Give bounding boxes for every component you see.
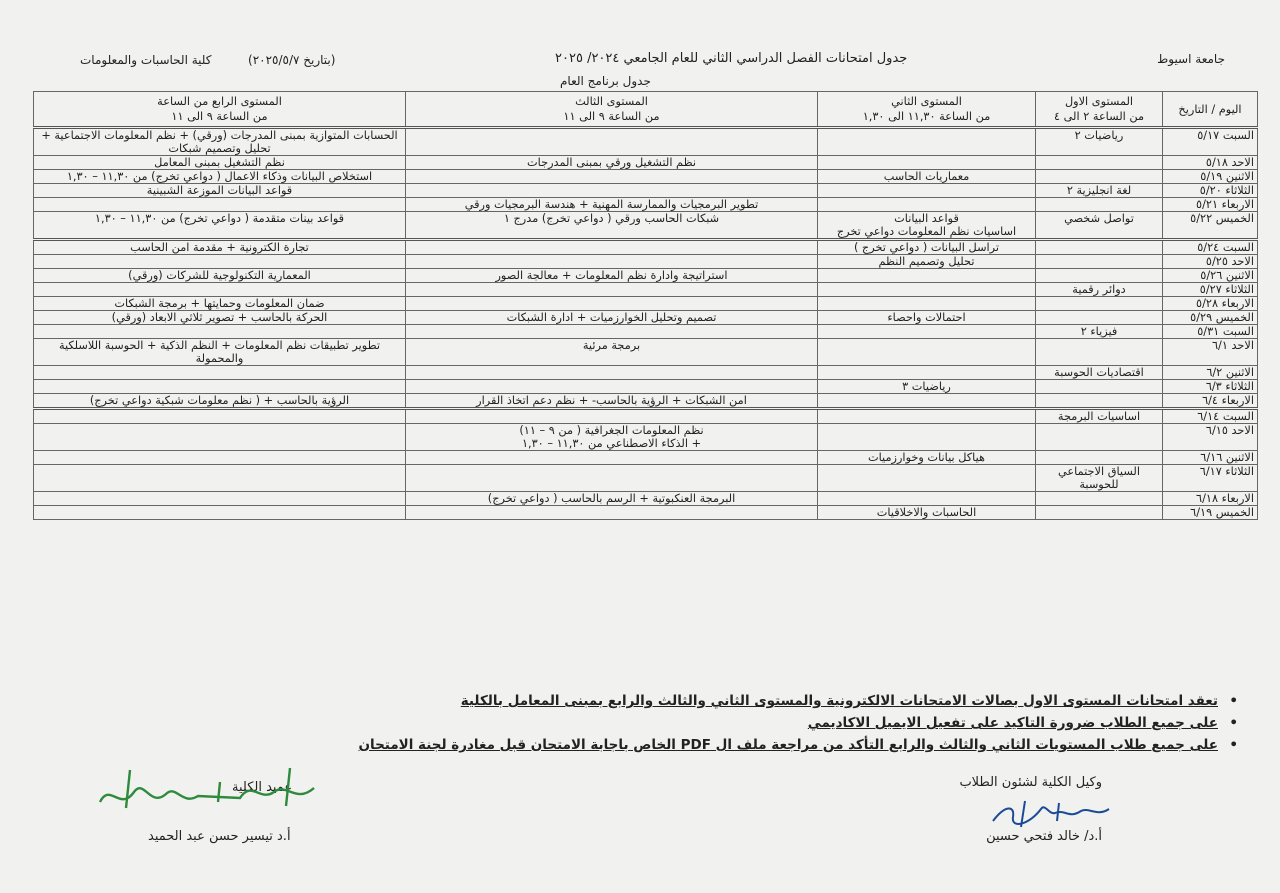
day-cell — [1163, 170, 1258, 184]
cell-text: اساسيات نظم المعلومات دواعي تخرج — [836, 225, 1017, 238]
day-cell — [1163, 506, 1258, 520]
level-3-cell — [406, 424, 818, 451]
issue-date: (بتاريخ ٢٠٢٥/٥/٧) — [248, 53, 336, 67]
cell-text: تحليل وتصميم النظم — [878, 255, 975, 268]
note-item: • على جميع طلاب المستويات الثاني والثالث والرابع التأكد من مراجعة ملف ال PDF الخاص باجابة الامتحان قبل مغادرة لجنة الامتحان — [358, 734, 1240, 756]
table-row — [34, 311, 1258, 325]
col-header-level-4: المستوى الرابع من الساعة من الساعة ٩ الى ١١ — [34, 92, 406, 128]
level-4-cell — [34, 184, 406, 198]
day-cell — [1163, 366, 1258, 380]
program-subtitle: جدول برنامج العام — [560, 74, 651, 88]
level-1-cell — [1036, 170, 1163, 184]
cell-text: الاثنين ٦/١٦ — [1200, 451, 1254, 464]
table-row — [34, 409, 1258, 424]
level-3-cell — [406, 339, 818, 366]
cell-text: الثلاثاء ٥/٢٧ — [1199, 283, 1254, 296]
level-4-cell — [34, 269, 406, 283]
level-1-cell — [1036, 184, 1163, 198]
cell-text: نظم التشغيل بمبنى المعامل — [154, 156, 285, 169]
level-3-cell — [406, 297, 818, 311]
level-1-cell — [1036, 269, 1163, 283]
table-row — [34, 339, 1258, 366]
level-4-cell — [34, 240, 406, 255]
cell-text: السبت ٥/٣١ — [1197, 325, 1254, 338]
vice-dean-title: وكيل الكلية لشئون الطلاب — [959, 775, 1102, 790]
cell-text: الاحد ٥/١٨ — [1205, 156, 1254, 169]
table-header-row — [34, 92, 1258, 128]
level-2-cell — [818, 198, 1036, 212]
level-2-cell — [818, 394, 1036, 409]
table-row — [34, 297, 1258, 311]
cell-text: الثلاثاء ٦/١٧ — [1199, 465, 1254, 478]
col-header-day: اليوم / التاريخ — [1163, 92, 1258, 128]
cell-text: احتمالات واحصاء — [887, 311, 966, 324]
table-row — [34, 128, 1258, 156]
dean-signature — [90, 762, 330, 822]
cell-text: الحركة بالحاسب + تصوير ثلاثي الابعاد (ورقي) — [111, 311, 328, 324]
cell-text: الاحد ٥/٢٥ — [1205, 255, 1254, 268]
level-3-cell — [406, 409, 818, 424]
university-name: جامعة اسيوط — [1157, 52, 1225, 66]
cell-text: تطوير تطبيقات نظم المعلومات + النظم الذكية + الحوسبة اللاسلكية والمحمولة — [58, 339, 381, 365]
level-2-cell — [818, 269, 1036, 283]
level-3-cell — [406, 128, 818, 156]
cell-text: الاثنين ٥/٢٦ — [1200, 269, 1254, 282]
level-3-cell — [406, 269, 818, 283]
cell-text: تصميم وتحليل الخوارزميات + ادارة الشبكات — [506, 311, 717, 324]
cell-text: تطوير البرمجيات والممارسة المهنية + هندسة البرمجيات ورقي — [464, 198, 759, 211]
cell-text: الحسابات المتوازية بمبنى المدرجات (ورقي) + نظم المعلومات الاجتماعية + تحليل وتصميم شبكات — [41, 129, 398, 155]
level-4-cell — [34, 297, 406, 311]
level-2-cell — [818, 492, 1036, 506]
cell-text: الاربعاء ٥/٢٨ — [1196, 297, 1254, 310]
cell-text: برمجة مرئية — [582, 339, 641, 352]
level-2-cell — [818, 325, 1036, 339]
table-row — [34, 283, 1258, 297]
level-2-cell — [818, 451, 1036, 465]
day-cell — [1163, 394, 1258, 409]
cell-text: الرؤية بالحاسب + ( نظم معلومات شبكية دواعي تخرج) — [89, 394, 350, 407]
day-cell — [1163, 311, 1258, 325]
notes-list — [358, 690, 1240, 756]
day-cell — [1163, 184, 1258, 198]
day-cell — [1163, 240, 1258, 255]
level-4-cell — [34, 394, 406, 409]
cell-text: تجارة الكترونية + مقدمة امن الحاسب — [130, 241, 309, 254]
level-1-cell — [1036, 492, 1163, 506]
level-3-cell — [406, 465, 818, 492]
cell-text: معماريات الحاسب — [883, 170, 970, 183]
level-1-cell — [1036, 380, 1163, 394]
cell-text: استراتيجة وادارة نظم المعلومات + معالجة الصور — [495, 269, 728, 282]
level-1-cell — [1036, 128, 1163, 156]
table-row — [34, 198, 1258, 212]
level-4-cell — [34, 339, 406, 366]
day-cell — [1163, 424, 1258, 451]
level-2-cell — [818, 255, 1036, 269]
level-3-cell — [406, 325, 818, 339]
day-cell — [1163, 198, 1258, 212]
level-1-cell — [1036, 366, 1163, 380]
level-2-cell — [818, 156, 1036, 170]
table-row — [34, 325, 1258, 339]
day-cell — [1163, 451, 1258, 465]
cell-text: الاثنين ٦/٢ — [1206, 366, 1254, 379]
level-4-cell — [34, 325, 406, 339]
cell-text: الحاسبات والاخلاقيات — [876, 506, 977, 519]
cell-text: السبت ٥/٢٤ — [1197, 241, 1254, 254]
cell-text: الخميس ٥/٢٩ — [1190, 311, 1254, 324]
cell-text: اقتصاديات الحوسبة — [1054, 366, 1144, 379]
table-row — [34, 184, 1258, 198]
level-2-cell — [818, 311, 1036, 325]
level-4-cell — [34, 451, 406, 465]
level-4-cell — [34, 409, 406, 424]
table-row — [34, 394, 1258, 409]
day-cell — [1163, 269, 1258, 283]
level-2-cell — [818, 240, 1036, 255]
level-1-cell — [1036, 394, 1163, 409]
level-1-cell — [1036, 465, 1163, 492]
cell-text: تواصل شخصي — [1064, 212, 1134, 225]
dean-name: أ.د تيسير حسن عبد الحميد — [148, 829, 291, 844]
cell-text: نظم المعلومات الجغرافية ( من ٩ – ١١) — [519, 424, 704, 437]
level-3-cell — [406, 255, 818, 269]
level-1-cell — [1036, 212, 1163, 240]
cell-text: + الذكاء الاصطناعي من ١١,٣٠ – ١,٣٠ — [521, 437, 702, 450]
level-2-cell — [818, 184, 1036, 198]
level-3-cell — [406, 212, 818, 240]
level-2-cell — [818, 170, 1036, 184]
cell-text: المعمارية التكنولوجية للشركات (ورقي) — [128, 269, 311, 282]
cell-text: قواعد بينات متقدمة ( دواعي تخرج) من ١١,٣٠ – ١,٣٠ — [94, 212, 345, 225]
level-4-cell — [34, 492, 406, 506]
level-4-cell — [34, 380, 406, 394]
cell-text: استخلاص البيانات وذكاء الاعمال ( دواعي تخرج) من ١١,٣٠ – ١,٣٠ — [66, 170, 373, 183]
day-cell — [1163, 255, 1258, 269]
cell-text: الاربعاء ٥/٢١ — [1196, 198, 1254, 211]
table-row — [34, 269, 1258, 283]
level-2-cell — [818, 128, 1036, 156]
level-2-cell — [818, 212, 1036, 240]
cell-text: فيزياء ٢ — [1080, 325, 1118, 338]
day-cell — [1163, 212, 1258, 240]
level-3-cell — [406, 506, 818, 520]
day-cell — [1163, 492, 1258, 506]
cell-text: البرمجة العنكبوتية + الرسم بالحاسب ( دواعي تخرج) — [487, 492, 736, 505]
col-header-level-3: المستوى الثالث من الساعة ٩ الى ١١ — [406, 92, 818, 128]
level-4-cell — [34, 255, 406, 269]
cell-text: هياكل بيانات وخوارزميات — [867, 451, 985, 464]
table-row — [34, 506, 1258, 520]
level-4-cell — [34, 366, 406, 380]
cell-text: الخميس ٥/٢٢ — [1190, 212, 1254, 225]
level-1-cell — [1036, 424, 1163, 451]
cell-text: الاحد ٦/١ — [1211, 339, 1254, 352]
table-row — [34, 255, 1258, 269]
level-3-cell — [406, 394, 818, 409]
level-1-cell — [1036, 240, 1163, 255]
level-2-cell — [818, 283, 1036, 297]
day-cell — [1163, 297, 1258, 311]
cell-text: الاحد ٦/١٥ — [1205, 424, 1254, 437]
day-cell — [1163, 283, 1258, 297]
level-2-cell — [818, 506, 1036, 520]
level-4-cell — [34, 506, 406, 520]
level-2-cell — [818, 366, 1036, 380]
cell-text: امن الشبكات + الرؤية بالحاسب- + نظم دعم اتخاذ القرار — [476, 394, 747, 407]
day-cell — [1163, 339, 1258, 366]
cell-text: رياضيات ٢ — [1074, 129, 1124, 142]
level-3-cell — [406, 366, 818, 380]
note-item: • على جميع الطلاب ضرورة التاكيد على تفعيل الايميل الاكاديمي — [358, 712, 1240, 734]
table-row — [34, 380, 1258, 394]
col-header-level-2: المستوى الثاني من الساعة ١١,٣٠ الى ١,٣٠ — [818, 92, 1036, 128]
level-4-cell — [34, 283, 406, 297]
cell-text: قواعد البيانات الموزعة الشبينية — [146, 184, 293, 197]
vice-dean-name: أ.د/ خالد فتحي حسين — [986, 829, 1102, 844]
level-2-cell — [818, 380, 1036, 394]
level-2-cell — [818, 409, 1036, 424]
day-cell — [1163, 128, 1258, 156]
level-1-cell — [1036, 255, 1163, 269]
level-4-cell — [34, 198, 406, 212]
level-1-cell — [1036, 339, 1163, 366]
cell-text: رياضيات ٣ — [902, 380, 951, 393]
level-1-cell — [1036, 311, 1163, 325]
level-3-cell — [406, 451, 818, 465]
level-3-cell — [406, 156, 818, 170]
level-2-cell — [818, 297, 1036, 311]
table-row — [34, 366, 1258, 380]
level-3-cell — [406, 240, 818, 255]
col-header-level-1: المستوى الاول من الساعة ٢ الى ٤ — [1036, 92, 1163, 128]
note-item: • تعقد امتحانات المستوى الاول بصالات الامتحانات الالكترونية والمستوى الثاني والثالث والرابع بمبنى المعامل بالكلية — [358, 690, 1240, 712]
level-3-cell — [406, 198, 818, 212]
level-3-cell — [406, 311, 818, 325]
cell-text: الاثنين ٥/١٩ — [1200, 170, 1254, 183]
day-cell — [1163, 409, 1258, 424]
level-1-cell — [1036, 325, 1163, 339]
table-row — [34, 465, 1258, 492]
cell-text: الاربعاء ٦/٤ — [1202, 394, 1254, 407]
level-4-cell — [34, 156, 406, 170]
level-4-cell — [34, 128, 406, 156]
cell-text: الخميس ٦/١٩ — [1190, 506, 1254, 519]
level-2-cell — [818, 465, 1036, 492]
cell-text: الاربعاء ٦/١٨ — [1196, 492, 1254, 505]
cell-text: السبت ٦/١٤ — [1197, 410, 1254, 423]
level-3-cell — [406, 492, 818, 506]
cell-text: السياق الاجتماعي للحوسبة — [1058, 465, 1140, 491]
level-2-cell — [818, 339, 1036, 366]
level-2-cell — [818, 424, 1036, 451]
cell-text: قواعد البيانات — [894, 212, 959, 225]
table-row — [34, 240, 1258, 255]
exam-schedule-table — [33, 91, 1258, 520]
cell-text: تراسل البيانات ( دواعي تخرج ) — [853, 241, 1000, 254]
cell-text: الثلاثاء ٥/٢٠ — [1199, 184, 1254, 197]
level-4-cell — [34, 424, 406, 451]
level-4-cell — [34, 170, 406, 184]
cell-text: نظم التشغيل ورقي بمبنى المدرجات — [527, 156, 696, 169]
level-1-cell — [1036, 283, 1163, 297]
level-3-cell — [406, 380, 818, 394]
level-1-cell — [1036, 409, 1163, 424]
level-1-cell — [1036, 156, 1163, 170]
table-row — [34, 424, 1258, 451]
level-1-cell — [1036, 451, 1163, 465]
table-row — [34, 170, 1258, 184]
cell-text: اساسيات البرمجة — [1057, 410, 1141, 423]
cell-text: السبت ٥/١٧ — [1197, 129, 1254, 142]
cell-text: دوائر رقمية — [1072, 283, 1126, 296]
faculty-name: كلية الحاسبات والمعلومات — [80, 53, 212, 67]
level-4-cell — [34, 465, 406, 492]
day-cell — [1163, 380, 1258, 394]
table-row — [34, 451, 1258, 465]
cell-text: ضمان المعلومات وحمايتها + برمجة الشبكات — [114, 297, 325, 310]
level-1-cell — [1036, 297, 1163, 311]
level-1-cell — [1036, 506, 1163, 520]
table-row — [34, 156, 1258, 170]
cell-text: الثلاثاء ٦/٣ — [1205, 380, 1254, 393]
table-row — [34, 212, 1258, 240]
day-cell — [1163, 325, 1258, 339]
level-4-cell — [34, 212, 406, 240]
table-row — [34, 492, 1258, 506]
level-3-cell — [406, 283, 818, 297]
level-3-cell — [406, 184, 818, 198]
day-cell — [1163, 156, 1258, 170]
table-body — [34, 128, 1258, 520]
day-cell — [1163, 465, 1258, 492]
level-1-cell — [1036, 198, 1163, 212]
level-3-cell — [406, 170, 818, 184]
cell-text: لغة انجليزية ٢ — [1066, 184, 1132, 197]
level-4-cell — [34, 311, 406, 325]
dean-title: عميد الكلية — [232, 780, 293, 795]
page-title: جدول امتحانات الفصل الدراسي الثاني للعام الجامعي ٢٠٢٤/ ٢٠٢٥ — [555, 51, 908, 66]
cell-text: شبكات الحاسب ورقي ( دواعي تخرج) مدرج ١ — [503, 212, 720, 225]
